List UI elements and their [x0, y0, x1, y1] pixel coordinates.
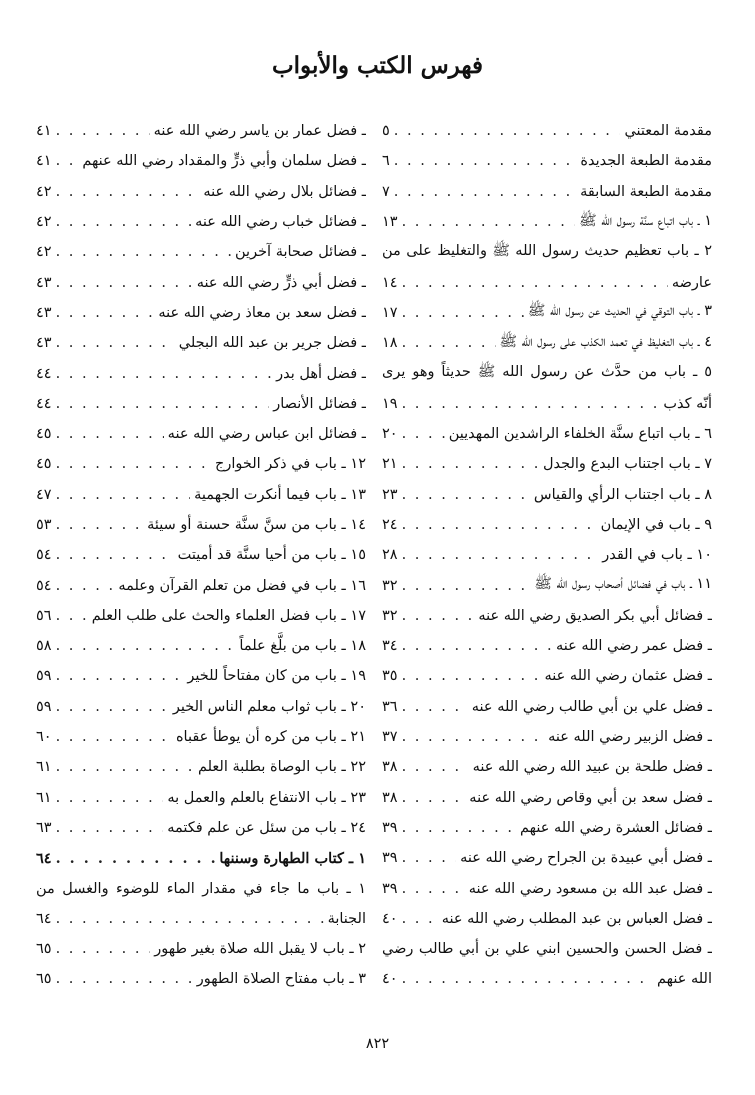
- toc-entry: [382, 328, 712, 358]
- dot-leader: [402, 638, 552, 654]
- toc-entry-title: ١٧ ـ باب فضل العلماء والحث على طلب العلم: [91, 607, 366, 624]
- dot-leader: [56, 123, 150, 139]
- toc-entry-page: ٣٧: [382, 729, 398, 746]
- dot-leader: [394, 123, 621, 139]
- toc-entry-title: ١١ ـ باب في فضائل أصحاب رسول الله ﷺ: [534, 576, 712, 593]
- toc-entry-title: ـ فضل العباس بن عبد المطلب رضي الله عنه: [441, 910, 712, 927]
- toc-entry: [36, 116, 366, 146]
- toc-entry: [36, 783, 366, 813]
- toc-entry: [36, 298, 366, 328]
- toc-entry-page: ٦٣: [36, 819, 52, 836]
- toc-entry-page: ٣٢: [382, 607, 398, 624]
- toc-entry: [382, 661, 712, 691]
- toc-entry: [36, 449, 366, 479]
- toc-entry: [382, 237, 712, 267]
- toc-entry-title: ٥ ـ باب من حدَّث عن رسول الله ﷺ حديثاً وهو يرى: [382, 364, 712, 381]
- toc-entry-page: ٤٣: [36, 304, 52, 321]
- toc-entry-page: ٦٥: [36, 941, 52, 958]
- toc-entry-page: ٤١: [36, 153, 52, 170]
- toc-entry-page: ٣٩: [382, 819, 398, 836]
- toc-entry: [382, 207, 712, 237]
- toc-entry: [382, 904, 712, 934]
- dot-leader: [56, 729, 172, 745]
- toc-entry-page: ٣٨: [382, 759, 398, 776]
- toc-entry-title: مقدمة الطبعة السابقة: [580, 183, 712, 200]
- toc-entry-page: ٤٥: [36, 456, 52, 473]
- toc-entry-page: ٣٥: [382, 668, 398, 685]
- toc-entry: [382, 631, 712, 661]
- toc-entry-title: ـ فضل أبي ذرٍّ رضي الله عنه: [196, 274, 366, 291]
- toc-entry-title: ١٤ ـ باب من سنَّ سنَّة حسنة أو سيئة: [147, 517, 366, 533]
- toc-entry-title: ٢٢ ـ باب الوصاة بطلبة العلم: [197, 759, 366, 776]
- toc-entry: [382, 873, 712, 903]
- toc-entry-page: ٤٧: [36, 486, 52, 503]
- toc-entry-page: ٤٢: [36, 214, 52, 231]
- toc-entry-page: ٥٩: [36, 668, 52, 685]
- toc-entry-page: ٢١: [382, 456, 398, 473]
- toc-entry: [382, 692, 712, 722]
- toc-entry-title: ـ فضائل ابن عباس رضي الله عنه: [167, 426, 366, 443]
- toc-entry: [36, 207, 366, 237]
- toc-entry: [382, 267, 712, 297]
- toc-entry-title: ١٥ ـ باب من أحيا سنَّة قد أميتت: [177, 547, 366, 564]
- toc-entry-page: ٤٣: [36, 335, 52, 352]
- toc-entry-title: الجنابة: [327, 910, 366, 927]
- toc-entry: [382, 358, 712, 388]
- dot-leader: [402, 699, 468, 715]
- toc-entry: [382, 722, 712, 752]
- toc-entry-title: ـ فضل طلحة بن عبيد الله رضي الله عنه: [472, 759, 712, 776]
- toc-entry-page: ٥٤: [36, 547, 52, 564]
- toc-entry: [382, 389, 712, 419]
- toc-entry: [382, 601, 712, 631]
- toc-entry-page: ٤٤: [36, 365, 52, 382]
- toc-entry-page: ٦٤: [36, 910, 52, 927]
- toc-entry-page: ١٣: [382, 214, 398, 231]
- toc-entry-page: ٣٨: [382, 789, 398, 806]
- dot-leader: [402, 971, 653, 987]
- dot-leader: [402, 214, 576, 230]
- toc-entry-title: ٢ ـ باب تعظيم حديث رسول الله ﷺ والتغليظ على من: [382, 242, 712, 259]
- toc-entry-title: أنّه كذب: [663, 395, 712, 412]
- toc-entry-page: ٥٣: [36, 517, 52, 533]
- toc-entry: [36, 146, 366, 176]
- toc-entry-title: ـ فضل جرير بن عبد الله البجلي: [178, 335, 366, 352]
- dot-leader: [56, 941, 151, 957]
- dot-leader: [402, 305, 524, 321]
- dot-leader: [56, 547, 174, 563]
- dot-leader: [56, 608, 88, 624]
- dot-leader: [56, 638, 236, 654]
- toc-entry-page: ٤٣: [36, 274, 52, 291]
- toc-entry: [36, 601, 366, 631]
- toc-entry-page: ٤٥: [36, 426, 52, 443]
- toc-entry-page: ٢٤: [382, 517, 398, 533]
- toc-entry: [382, 934, 712, 964]
- dot-leader: [56, 305, 155, 321]
- dot-leader: [56, 971, 193, 987]
- toc-entry-title: ـ فضل علي بن أبي طالب رضي الله عنه: [471, 698, 712, 715]
- dot-leader: [56, 275, 193, 291]
- toc-entry-page: ٦١: [36, 759, 52, 776]
- toc-entry-title: ـ فضائل أبي بكر الصديق رضي الله عنه: [478, 607, 712, 624]
- dot-leader: [402, 668, 541, 684]
- dot-leader: [56, 911, 324, 927]
- dot-leader: [402, 790, 466, 806]
- toc-entry: [36, 631, 366, 661]
- dot-leader: [56, 396, 270, 412]
- toc-entry: [36, 237, 366, 267]
- toc-entry: [382, 480, 712, 510]
- dot-leader: [56, 668, 184, 684]
- toc-entry-page: ٥٩: [36, 698, 52, 715]
- toc-entry: [382, 964, 712, 994]
- toc-entry-page: ٦٠: [36, 729, 52, 746]
- dot-leader: [56, 850, 216, 867]
- toc-entry-page: ٣٩: [382, 850, 398, 867]
- dot-leader: [402, 911, 438, 927]
- toc-entry-title: ـ فضل عثمان رضي الله عنه: [544, 668, 712, 685]
- dot-leader: [56, 578, 115, 594]
- toc-entry-title: ـ فضل عبد الله بن مسعود رضي الله عنه: [468, 880, 712, 897]
- toc-entry-title: ١٩ ـ باب من كان مفتاحاً للخير: [187, 668, 366, 685]
- dot-leader: [402, 578, 531, 594]
- dot-leader: [402, 335, 496, 351]
- page-title: فهرس الكتب والأبواب: [272, 52, 483, 79]
- toc-entry: [36, 873, 366, 903]
- dot-leader: [402, 487, 530, 503]
- toc-entry-title: الله عنهم: [657, 971, 712, 988]
- toc-entry-title: ـ فضل الحسن والحسين ابني علي بن أبي طالب رضي: [382, 941, 712, 958]
- toc-entry: [36, 419, 366, 449]
- toc-entry-title: ـ فضل الزبير رضي الله عنه: [548, 729, 712, 746]
- toc-entry-page: ٣٦: [382, 698, 398, 715]
- toc-entry: [36, 904, 366, 934]
- toc-entry-title: ٧ ـ باب اجتناب البدع والجدل: [542, 456, 712, 473]
- toc-entry-title: ١٨ ـ باب من بلَّغ علماً: [239, 638, 366, 655]
- toc-entry-page: ٤٠: [382, 971, 398, 988]
- toc-entry-title: ١٠ ـ باب في القدر: [602, 547, 712, 564]
- toc-entry-page: ٣٢: [382, 577, 398, 594]
- toc-entry-title: ٢ ـ باب لا يقبل الله صلاة بغير طهور: [154, 941, 366, 958]
- toc-entry-page: ٣٩: [382, 880, 398, 897]
- toc-entry: [36, 510, 366, 540]
- toc-entry: [382, 752, 712, 782]
- toc-entry-title: ٢٤ ـ باب من سئل عن علم فكتمه: [167, 819, 366, 836]
- dot-leader: [56, 456, 211, 472]
- toc-entry-title: ـ فضائل بلال رضي الله عنه: [203, 183, 366, 200]
- toc-entry-page: ١٤: [382, 274, 398, 291]
- toc-entry: [36, 267, 366, 297]
- toc-entry: [36, 177, 366, 207]
- dot-leader: [56, 335, 175, 351]
- toc-entry: [382, 813, 712, 843]
- toc-entry-page: ٣٤: [382, 638, 398, 655]
- dot-leader: [402, 547, 599, 563]
- toc-entry-page: ٤١: [36, 123, 52, 140]
- toc-entry-page: ٢٨: [382, 547, 398, 564]
- toc-entry: [36, 964, 366, 994]
- toc-entry: [36, 661, 366, 691]
- toc-entry: [382, 146, 712, 176]
- dot-leader: [402, 759, 469, 775]
- toc-entry-title: ـ فضل عمار بن ياسر رضي الله عنه: [153, 123, 366, 140]
- dot-leader: [402, 850, 457, 866]
- toc-entry-title: ـ فضل سعد بن أبي وقاص رضي الله عنه: [469, 789, 712, 806]
- toc-entry-page: ٥٨: [36, 638, 52, 655]
- toc-entry-title: ١ ـ باب ما جاء في مقدار الماء للوضوء والغسل من: [36, 880, 366, 897]
- toc-entry-title: ٤ ـ باب التغليظ في تعمد الكذب على رسول الله ﷺ: [499, 333, 712, 350]
- toc-entry-title: ـ فضل أبي عبيدة بن الجراح رضي الله عنه: [460, 850, 712, 867]
- toc-entry: [36, 692, 366, 722]
- toc-entry-page: ٢٠: [382, 426, 398, 443]
- toc-entry-title: ١٣ ـ باب فيما أنكرت الجهمية: [194, 486, 366, 503]
- dot-leader: [56, 517, 144, 533]
- toc-entry-page: ٧: [382, 183, 390, 200]
- dot-leader: [402, 517, 597, 533]
- dot-leader: [56, 790, 164, 806]
- toc-entry: [382, 783, 712, 813]
- toc-entry-title: ٣ ـ باب التوقي في الحديث عن رسول الله ﷺ: [527, 303, 712, 320]
- toc-entry: [36, 934, 366, 964]
- toc-entry-title: مقدمة المعتني: [624, 123, 712, 140]
- toc-entry: [36, 540, 366, 570]
- dot-leader: [394, 184, 576, 200]
- toc-column-left: [36, 116, 366, 995]
- dot-leader: [402, 729, 545, 745]
- toc-entry-title: ـ فضل سعد بن معاذ رضي الله عنه: [158, 304, 366, 321]
- toc-entry-title: ١٦ ـ باب في فضل من تعلم القرآن وعلمه: [118, 577, 366, 594]
- toc-entry-title: ـ فضائل العشرة رضي الله عنهم: [520, 819, 712, 836]
- toc-entry-title: ٢٣ ـ باب الانتفاع بالعلم والعمل به: [167, 789, 366, 806]
- dot-leader: [56, 366, 273, 382]
- dot-leader: [56, 153, 79, 169]
- toc-entry-title: ـ فضائل الأنصار: [273, 395, 366, 412]
- toc-entry-title: ٩ ـ باب في الإيمان: [600, 517, 712, 533]
- toc-entry-page: ٤٢: [36, 183, 52, 200]
- dot-leader: [394, 153, 577, 169]
- toc-entry: [36, 389, 366, 419]
- dot-leader: [56, 820, 164, 836]
- toc-entry: [36, 570, 366, 600]
- toc-entry: [382, 298, 712, 328]
- toc-entry-page: ٥٤: [36, 577, 52, 594]
- dot-leader: [402, 275, 668, 291]
- toc-entry: [36, 358, 366, 388]
- dot-leader: [402, 456, 539, 472]
- dot-leader: [402, 881, 465, 897]
- toc-entry-page: ١٩: [382, 395, 398, 412]
- toc-entry: [36, 843, 366, 873]
- dot-leader: [56, 759, 194, 775]
- toc-entry: [382, 177, 712, 207]
- toc-entry: [382, 510, 712, 540]
- dot-leader: [56, 426, 164, 442]
- dot-leader: [56, 244, 231, 260]
- toc-entry-page: ٢٣: [382, 486, 398, 503]
- toc-entry: [382, 843, 712, 873]
- toc-entry-page: ٦٤: [36, 849, 52, 867]
- toc-entry-page: ٦: [382, 153, 390, 170]
- toc-entry-title: ـ فضل عمر رضي الله عنه: [555, 638, 712, 655]
- toc-entry-title: ١ ـ كتاب الطهارة وسننها: [219, 849, 366, 867]
- toc-entry-title: ٨ ـ باب اجتناب الرأي والقياس: [533, 486, 712, 503]
- toc-entry-title: ـ فضل أهل بدر: [276, 365, 366, 382]
- toc-entry-page: ٥٦: [36, 607, 52, 624]
- toc-entry-page: ١٨: [382, 335, 398, 352]
- toc-entry-title: مقدمة الطبعة الجديدة: [580, 153, 712, 170]
- toc-entry-page: ١٧: [382, 304, 398, 321]
- dot-leader: [56, 699, 169, 715]
- toc-entry-page: ٦١: [36, 789, 52, 806]
- toc-entry-title: ـ فضائل صحابة آخرين: [235, 244, 366, 261]
- toc-entry: [36, 722, 366, 752]
- toc-entry-page: ٤٢: [36, 244, 52, 261]
- toc-entry: [36, 480, 366, 510]
- toc-entry-title: ـ فضل سلمان وأبي ذرٍّ والمقداد رضي الله عنهم: [82, 153, 366, 170]
- dot-leader: [402, 820, 516, 836]
- toc-entry-title: ٢١ ـ باب من كره أن يوطأ عقباه: [175, 729, 366, 746]
- toc-entry-title: ـ فضائل خباب رضي الله عنه: [195, 214, 366, 231]
- toc-entry: [382, 570, 712, 600]
- toc-entry: [382, 116, 712, 146]
- toc-entry: [382, 449, 712, 479]
- toc-entry: [382, 419, 712, 449]
- toc-entry-page: ٦٥: [36, 971, 52, 988]
- toc-entry: [36, 813, 366, 843]
- toc-entry: [36, 328, 366, 358]
- toc-entry-title: ١٢ ـ باب في ذكر الخوارج: [214, 456, 366, 473]
- page-number: ٨٢٢: [365, 1036, 390, 1052]
- toc-column-right: [382, 116, 712, 995]
- toc-entry: [382, 540, 712, 570]
- dot-leader: [402, 426, 445, 442]
- toc-entry-title: ١ ـ باب اتباع سنَّة رسول الله ﷺ: [579, 212, 712, 229]
- toc-entry: [36, 752, 366, 782]
- dot-leader: [56, 487, 191, 503]
- toc-entry-title: ٢٠ ـ باب ثواب معلم الناس الخير: [172, 698, 366, 715]
- toc-entry-page: ٥: [382, 123, 390, 140]
- dot-leader: [56, 214, 192, 230]
- dot-leader: [402, 608, 475, 624]
- toc-entry-title: ٣ ـ باب مفتاح الصلاة الطهور: [196, 971, 366, 988]
- toc-entry-page: ٤٠: [382, 910, 398, 927]
- toc-entry-title: عارضه: [671, 274, 712, 291]
- dot-leader: [402, 396, 660, 412]
- toc-entry-page: ٤٤: [36, 395, 52, 412]
- toc-entry-title: ٦ ـ باب اتباع سنَّة الخلفاء الراشدين المهديين: [448, 426, 712, 443]
- dot-leader: [56, 184, 200, 200]
